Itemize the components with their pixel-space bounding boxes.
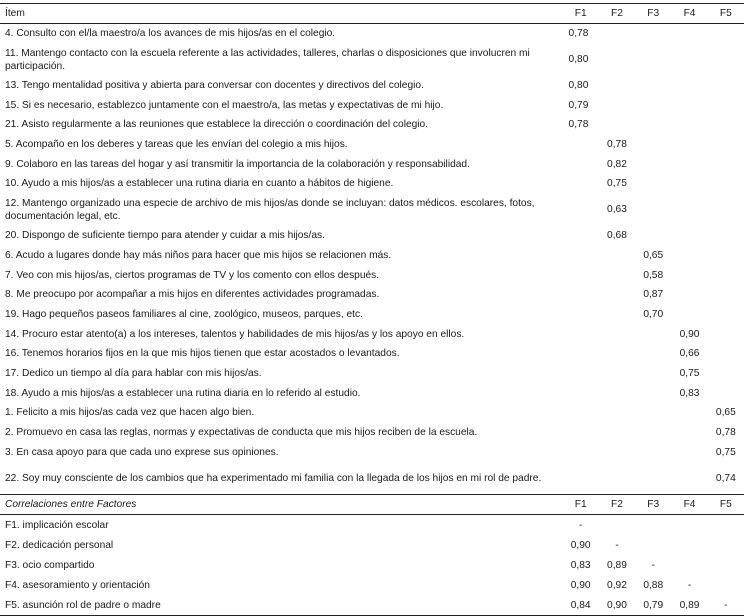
value-cell-f1 xyxy=(563,305,599,325)
column-header-f1: F1 xyxy=(563,4,599,24)
value-cell-f3 xyxy=(635,115,671,135)
table-row xyxy=(0,226,744,246)
row-label: F4. asesoramiento y orientación xyxy=(5,579,150,591)
value-cell-f3: - xyxy=(651,559,655,571)
value-cell-f3 xyxy=(635,364,671,384)
row-label: 20. Dispongo de suficiente tiempo para atender y cuidar a mis hijos/as. xyxy=(5,230,325,242)
value-cell-f1 xyxy=(563,383,599,403)
table-row xyxy=(0,174,744,194)
value-cell-f1 xyxy=(563,344,599,364)
value-cell-f2 xyxy=(599,95,635,115)
value-cell-f4 xyxy=(671,246,707,266)
value-cell-f1 xyxy=(563,324,599,344)
row-label: 16. Tenemos horarios fijos en la que mis hijos tienen que estar acostados o levantados. xyxy=(5,348,400,360)
row-label: 14. Procuro estar atento(a) a los intereses, talentos y habilidades de mis hijos/as y los apoyo en ellos. xyxy=(5,328,465,340)
value-cell-f2 xyxy=(599,344,635,364)
value-cell-f4 xyxy=(671,403,707,423)
row-label: 5. Acompaño en los deberes y tareas que les envían del colegio a mis hijos. xyxy=(5,139,348,151)
value-cell-f4: 0,89 xyxy=(671,595,707,616)
value-cell-f2 xyxy=(599,462,635,495)
column-header-item: Ítem xyxy=(0,4,563,24)
value-cell-f5 xyxy=(708,226,744,246)
row-label: 22. Soy muy consciente de los cambios que ha experimentado mi familia con la llegada de los hijos en mi rol de padre. xyxy=(5,472,542,484)
column-header-f4: F4 xyxy=(671,4,707,24)
value-cell-f3 xyxy=(635,403,671,423)
value-cell-f4 xyxy=(671,135,707,155)
value-cell-f3 xyxy=(635,194,671,226)
value-cell-f3: 0,79 xyxy=(635,595,671,616)
value-cell-f5 xyxy=(708,135,744,155)
value-cell-f1 xyxy=(563,403,599,423)
value-cell-f1 xyxy=(563,462,599,495)
value-cell-f3 xyxy=(635,344,671,364)
value-cell-f2: 0,63 xyxy=(607,204,627,216)
value-cell-f1 xyxy=(563,265,599,285)
correlation-row xyxy=(0,515,744,536)
correlations-header-row xyxy=(0,495,744,515)
table-row xyxy=(0,423,744,443)
row-label: 21. Asisto regularmente a las reuniones que establece la dirección o coordinación del colegio. xyxy=(5,119,429,131)
value-cell-f4 xyxy=(671,423,707,443)
value-cell-f5 xyxy=(708,305,744,325)
value-cell-f1 xyxy=(563,226,599,246)
value-cell-f2: 0,82 xyxy=(607,158,627,170)
value-cell-f4: 0,66 xyxy=(679,348,700,360)
table-header-row xyxy=(0,4,744,24)
row-label: 18. Ayudo a mis hijos/as a establecer una rutina diaria en lo referido al estudio. xyxy=(5,387,361,399)
table-row xyxy=(0,305,744,325)
value-cell-f5 xyxy=(708,44,744,76)
value-cell-f2 xyxy=(599,364,635,384)
row-label: 11. Mantengo contacto con la escuela referente a las actividades, talleres, charlas o disposiciones que involucren mi participación. xyxy=(5,47,530,72)
value-cell-f5 xyxy=(708,324,744,344)
table-row xyxy=(0,462,744,495)
value-cell-f2 xyxy=(599,324,635,344)
table-row xyxy=(0,194,744,226)
value-cell-f1: 0,78 xyxy=(568,119,589,131)
value-cell-f3: 0,87 xyxy=(643,289,664,301)
value-cell-f3: 0,70 xyxy=(643,308,664,320)
value-cell-f3 xyxy=(635,226,671,246)
table-row xyxy=(0,246,744,266)
row-label: 17. Dedico un tiempo al día para hablar con mis hijos/as. xyxy=(5,367,262,379)
value-cell-f4 xyxy=(671,285,707,305)
value-cell-f5: 0,75 xyxy=(715,446,736,458)
value-cell-f2 xyxy=(599,265,635,285)
row-label: F1. implicación escolar xyxy=(5,519,109,531)
row-label: 19. Hago pequeños paseos familiares al cine, zoológico, museos, parques, etc. xyxy=(5,308,363,320)
table-row xyxy=(0,364,744,384)
value-cell-f2 xyxy=(599,403,635,423)
table-row xyxy=(0,285,744,305)
row-label: F2. dedicación personal xyxy=(5,539,114,551)
value-cell-f5 xyxy=(708,383,744,403)
value-cell-f3 xyxy=(635,462,671,495)
corr-column-header-f1: F1 xyxy=(563,495,599,515)
value-cell-f2 xyxy=(599,44,635,76)
table-row xyxy=(0,154,744,174)
row-label: 13. Tengo mentalidad positiva y abierta para conversar con docentes y directivos del colegio. xyxy=(5,80,424,92)
value-cell-f2: - xyxy=(615,539,619,551)
value-cell-f2: 0,68 xyxy=(607,230,627,242)
value-cell-f1: 0,80 xyxy=(568,54,589,66)
value-cell-f5: 0,78 xyxy=(715,427,736,439)
value-cell-f3: 0,58 xyxy=(643,269,664,281)
items-body xyxy=(0,24,744,495)
value-cell-f2 xyxy=(599,442,635,462)
correlations-body xyxy=(0,495,744,616)
table-row xyxy=(0,442,744,462)
value-cell-f4 xyxy=(671,555,707,575)
value-cell-f3 xyxy=(635,535,671,555)
correlation-row xyxy=(0,595,744,616)
value-cell-f4 xyxy=(671,115,707,135)
corr-column-header-f5: F5 xyxy=(708,495,744,515)
value-cell-f1 xyxy=(563,174,599,194)
value-cell-f4 xyxy=(671,515,707,536)
value-cell-f2 xyxy=(599,383,635,403)
value-cell-f4 xyxy=(671,76,707,96)
value-cell-f4 xyxy=(671,194,707,226)
value-cell-f5: 0,74 xyxy=(715,472,736,484)
value-cell-f5 xyxy=(708,174,744,194)
value-cell-f1: 0,83 xyxy=(570,559,591,571)
row-label: 9. Colaboro en las tareas del hogar y así transmitir la importancia de la colaboración y responsabilidad. xyxy=(5,158,470,170)
row-label: 3. En casa apoyo para que cada uno exprese sus opiniones. xyxy=(5,446,279,458)
value-cell-f4 xyxy=(671,535,707,555)
value-cell-f5 xyxy=(708,535,744,555)
value-cell-f3 xyxy=(635,515,671,536)
value-cell-f3 xyxy=(635,154,671,174)
value-cell-f5 xyxy=(708,246,744,266)
value-cell-f2 xyxy=(599,24,635,44)
value-cell-f5 xyxy=(708,265,744,285)
value-cell-f1: 0,80 xyxy=(568,80,589,92)
correlation-row xyxy=(0,555,744,575)
value-cell-f3 xyxy=(635,174,671,194)
column-header-f2: F2 xyxy=(599,4,635,24)
row-label: 4. Consulto con el/la maestro/a los avances de mis hijos/as en el colegio. xyxy=(5,28,336,40)
column-header-f3: F3 xyxy=(635,4,671,24)
value-cell-f4 xyxy=(671,95,707,115)
value-cell-f1 xyxy=(563,194,599,226)
value-cell-f5 xyxy=(708,95,744,115)
table-row xyxy=(0,76,744,96)
value-cell-f4 xyxy=(671,305,707,325)
value-cell-f1 xyxy=(563,285,599,305)
table-row xyxy=(0,383,744,403)
value-cell-f1 xyxy=(563,364,599,384)
table-row xyxy=(0,135,744,155)
value-cell-f1: - xyxy=(578,519,583,531)
value-cell-f2 xyxy=(599,115,635,135)
column-header-f5: F5 xyxy=(708,4,744,24)
value-cell-f2: 0,75 xyxy=(607,178,627,190)
value-cell-f3 xyxy=(635,76,671,96)
value-cell-f1: 0,90 xyxy=(570,539,591,551)
table-row xyxy=(0,95,744,115)
value-cell-f5 xyxy=(708,24,744,44)
value-cell-f5 xyxy=(708,575,744,595)
table-row xyxy=(0,24,744,44)
value-cell-f5: - xyxy=(708,595,744,616)
correlations-title: Correlaciones entre Factores xyxy=(0,495,563,515)
value-cell-f3 xyxy=(635,135,671,155)
row-label: 12. Mantengo organizado una especie de archivo de mis hijos/as donde se incluyan: datos médicos. escolares, fotos, documentación legal, etc. xyxy=(5,197,535,222)
value-cell-f4 xyxy=(671,265,707,285)
value-cell-f3: 0,88 xyxy=(643,579,664,591)
value-cell-f3 xyxy=(635,442,671,462)
value-cell-f5 xyxy=(708,285,744,305)
value-cell-f4 xyxy=(671,154,707,174)
value-cell-f2: 0,92 xyxy=(607,579,627,591)
value-cell-f4 xyxy=(671,226,707,246)
row-label: F5. asunción rol de padre o madre xyxy=(0,595,563,616)
value-cell-f2 xyxy=(599,515,635,536)
value-cell-f4: - xyxy=(687,579,692,591)
value-cell-f3 xyxy=(635,24,671,44)
value-cell-f2: 0,90 xyxy=(599,595,635,616)
value-cell-f1 xyxy=(563,135,599,155)
row-label: 7. Veo con mis hijos/as, ciertos programas de TV y los comento con ellos después. xyxy=(5,269,380,281)
value-cell-f3 xyxy=(635,44,671,76)
value-cell-f1: 0,78 xyxy=(568,28,589,40)
value-cell-f5 xyxy=(708,194,744,226)
value-cell-f3 xyxy=(635,383,671,403)
value-cell-f2: 0,78 xyxy=(607,139,627,151)
value-cell-f2 xyxy=(599,305,635,325)
value-cell-f2 xyxy=(599,285,635,305)
value-cell-f4 xyxy=(671,24,707,44)
row-label: F3. ocio compartido xyxy=(5,559,95,571)
value-cell-f2: 0,89 xyxy=(607,559,627,571)
corr-column-header-f2: F2 xyxy=(599,495,635,515)
value-cell-f5 xyxy=(708,555,744,575)
value-cell-f4: 0,90 xyxy=(679,328,700,340)
value-cell-f5 xyxy=(708,76,744,96)
value-cell-f2 xyxy=(599,76,635,96)
value-cell-f5 xyxy=(708,344,744,364)
corr-column-header-f4: F4 xyxy=(671,495,707,515)
value-cell-f2 xyxy=(599,423,635,443)
value-cell-f5 xyxy=(708,364,744,384)
row-label: 8. Me preocupo por acompañar a mis hijos en diferentes actividades programadas. xyxy=(5,289,380,301)
value-cell-f4 xyxy=(671,44,707,76)
factor-loadings-table xyxy=(0,3,744,616)
row-label: 6. Acudo a lugares donde hay más niños para hacer que mis hijos se relacionen más. xyxy=(5,249,392,261)
row-label: 2. Promuevo en casa las reglas, normas y expectativas de conducta que mis hijos reciben de la escuela. xyxy=(5,427,478,439)
correlation-row xyxy=(0,535,744,555)
value-cell-f4: 0,83 xyxy=(679,387,700,399)
value-cell-f3 xyxy=(635,324,671,344)
value-cell-f3 xyxy=(635,423,671,443)
value-cell-f1 xyxy=(563,442,599,462)
value-cell-f1: 0,79 xyxy=(568,99,589,111)
value-cell-f1: 0,84 xyxy=(563,595,599,616)
corr-column-header-f3: F3 xyxy=(635,495,671,515)
value-cell-f3 xyxy=(635,95,671,115)
value-cell-f1 xyxy=(563,246,599,266)
value-cell-f1: 0,90 xyxy=(570,579,591,591)
value-cell-f4 xyxy=(671,462,707,495)
value-cell-f1 xyxy=(563,423,599,443)
row-label: 15. Si es necesario, establezco juntamente con el maestro/a, las metas y expectativas de mi hijo. xyxy=(5,99,444,111)
table-row xyxy=(0,324,744,344)
value-cell-f2 xyxy=(599,246,635,266)
value-cell-f3: 0,65 xyxy=(643,249,664,261)
value-cell-f5 xyxy=(708,115,744,135)
table-row xyxy=(0,403,744,423)
row-label: 1. Felicito a mis hijos/as cada vez que hacen algo bien. xyxy=(5,407,255,419)
table-row xyxy=(0,115,744,135)
value-cell-f5 xyxy=(708,154,744,174)
value-cell-f4 xyxy=(671,442,707,462)
value-cell-f5: 0,65 xyxy=(715,407,736,419)
correlation-row xyxy=(0,575,744,595)
value-cell-f4: 0,75 xyxy=(679,367,700,379)
table-row xyxy=(0,344,744,364)
value-cell-f5 xyxy=(708,515,744,536)
value-cell-f1 xyxy=(563,154,599,174)
table-row xyxy=(0,265,744,285)
row-label: 10. Ayudo a mis hijos/as a establecer una rutina diaria en cuanto a hábitos de higiene. xyxy=(5,178,394,190)
value-cell-f4 xyxy=(671,174,707,194)
table-row xyxy=(0,44,744,76)
